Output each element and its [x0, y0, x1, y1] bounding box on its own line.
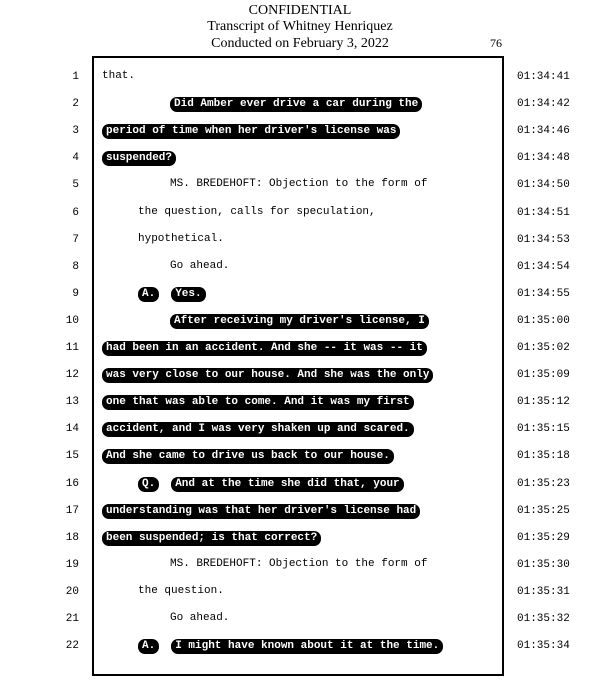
transcript-line [102, 70, 135, 82]
line-number: 11 [65, 342, 79, 354]
line-number: 5 [72, 179, 79, 191]
line-number: 19 [65, 559, 79, 571]
highlighted-text: I might have known about it at the time. [171, 639, 443, 654]
document-date-line: Conducted on February 3, 2022 [211, 36, 389, 51]
highlighted-text: one that was able to come. And it was my first [102, 395, 414, 410]
line-number: 9 [72, 288, 79, 300]
highlighted-text: been suspended; is that correct? [102, 531, 321, 546]
timestamp: 01:35:09 [517, 369, 570, 381]
line-number: 8 [72, 261, 79, 273]
transcript-line [170, 97, 422, 112]
highlighted-text: And at the time she did that, your [171, 477, 403, 492]
timestamp: 01:35:02 [517, 342, 570, 354]
transcript-line [138, 639, 443, 654]
highlighted-text: was very close to our house. And she was the only [102, 368, 433, 383]
document-title: CONFIDENTIAL [248, 3, 352, 18]
highlighted-text: accident, and I was very shaken up and scared. [102, 422, 414, 437]
transcript-line [102, 504, 420, 519]
line-number: 3 [72, 125, 79, 137]
line-text: Go ahead. [170, 612, 230, 624]
timestamp: 01:35:18 [517, 450, 570, 462]
transcript-line [102, 151, 176, 166]
timestamp: 01:34:51 [517, 207, 570, 219]
timestamp: 01:34:54 [517, 261, 570, 273]
line-text: that. [102, 70, 136, 82]
highlighted-text: had been in an accident. And she -- it was -- it [102, 341, 427, 356]
line-number: 13 [65, 396, 79, 408]
transcript-line [170, 178, 427, 190]
transcript-frame [92, 56, 504, 676]
highlighted-text: A. [138, 639, 159, 654]
timestamp: 01:35:23 [517, 478, 570, 490]
line-number: 4 [72, 152, 79, 164]
highlighted-text: And she came to drive us back to our house. [102, 449, 394, 464]
line-text: the question, calls for speculation, [138, 206, 376, 218]
line-number: 7 [72, 234, 79, 246]
timestamp: 01:34:50 [517, 179, 570, 191]
transcript-line [138, 233, 224, 245]
timestamp: 01:35:00 [517, 315, 570, 327]
transcript-line [138, 585, 224, 597]
transcript-line [170, 314, 429, 329]
line-number: 18 [65, 532, 79, 544]
timestamp: 01:35:32 [517, 613, 570, 625]
line-number: 20 [65, 586, 79, 598]
line-text: MS. BREDEHOFT: Objection to the form of [170, 178, 428, 190]
highlighted-text: After receiving my driver's license, I [170, 314, 429, 329]
line-number: 16 [65, 478, 79, 490]
timestamp: 01:35:31 [517, 586, 570, 598]
timestamp: 01:35:12 [517, 396, 570, 408]
highlighted-text: period of time when her driver's license was [102, 124, 400, 139]
timestamp: 01:34:55 [517, 288, 570, 300]
line-number: 21 [65, 613, 79, 625]
transcript-line [170, 558, 427, 570]
timestamp: 01:35:25 [517, 505, 570, 517]
highlighted-text: A. [138, 287, 159, 302]
timestamp: 01:34:46 [517, 125, 570, 137]
line-number: 12 [65, 369, 79, 381]
timestamp: 01:35:30 [517, 559, 570, 571]
line-number: 14 [65, 423, 79, 435]
transcript-line [138, 287, 206, 302]
line-number: 17 [65, 505, 79, 517]
timestamp: 01:35:29 [517, 532, 570, 544]
transcript-line [102, 422, 414, 437]
highlighted-text: Did Amber ever drive a car during the [170, 97, 422, 112]
document-subtitle: Transcript of Whitney Henriquez [207, 19, 393, 34]
line-text: the question. [138, 585, 224, 597]
timestamp: 01:34:53 [517, 234, 570, 246]
line-number: 15 [65, 450, 79, 462]
line-number: 10 [65, 315, 79, 327]
transcript-line [102, 341, 427, 356]
transcript-line [170, 260, 229, 272]
line-text: MS. BREDEHOFT: Objection to the form of [170, 558, 428, 570]
timestamp: 01:35:34 [517, 640, 570, 652]
highlighted-text: understanding was that her driver's license had [102, 504, 420, 519]
transcript-line [102, 531, 321, 546]
timestamp: 01:34:41 [517, 71, 570, 83]
line-text: hypothetical. [138, 233, 224, 245]
transcript-line [170, 612, 229, 624]
line-number: 1 [72, 71, 79, 83]
transcript-line [102, 395, 414, 410]
transcript-line [138, 206, 376, 218]
transcript-line [102, 449, 394, 464]
timestamp: 01:34:42 [517, 98, 570, 110]
highlighted-text: Q. [138, 477, 159, 492]
line-number: 22 [65, 640, 79, 652]
transcript-line [102, 368, 433, 383]
timestamp: 01:35:15 [517, 423, 570, 435]
highlighted-text: Yes. [171, 287, 205, 302]
line-number: 6 [72, 207, 79, 219]
page-number: 76 [490, 36, 502, 50]
line-text: Go ahead. [170, 260, 230, 272]
highlighted-text: suspended? [102, 151, 176, 166]
transcript-line [138, 477, 404, 492]
line-number: 2 [72, 98, 79, 110]
timestamp: 01:34:48 [517, 152, 570, 164]
transcript-line [102, 124, 400, 139]
